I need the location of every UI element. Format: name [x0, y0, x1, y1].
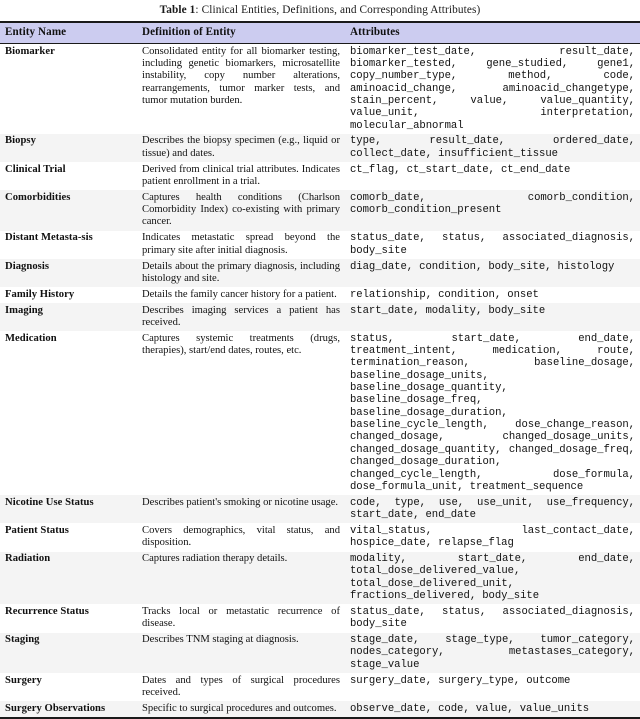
- clinical-entities-table: [0, 21, 640, 719]
- table-header-row: [0, 23, 640, 44]
- table-body: [0, 44, 640, 718]
- cell-definition: Details about the primary diagnosis, including histology and site.: [137, 259, 345, 287]
- cell-attributes: code, type, use, use_unit, use_frequency, start_date, end_date: [345, 495, 640, 523]
- cell-definition: Describes imaging services a patient has received.: [137, 303, 345, 331]
- cell-entity-name: Radiation: [0, 552, 137, 605]
- cell-attributes: type, result_date, ordered_date, collect_date, insufficient_tissue: [345, 134, 640, 162]
- cell-attributes: status, start_date, end_date, treatment_intent, medication, route, termination_reason, baseline_dosage, baseline_dosage_units, baseline_dosage_quantity, baseline_dosage_freq, baseline_dosage_duration, baseline_cycle_length, dose_change_reason, changed_dosage, changed_dosage_units, changed_dosage_quantity, changed_dosage_freq, changed_dosage_duration, changed_cycle_length, dose_formula, dose_formula_unit, treatment_sequence: [350, 332, 635, 493]
- cell-definition: Tracks local or metastatic recurrence of disease.: [142, 605, 340, 630]
- cell-attributes: biomarker_test_date, result_date, biomarker_tested, gene_studied, gene1, copy_number_type, method, code, aminoacid_change, aminoacid_changetype, stain_percent, value, value_quantity, value_unit, interpretation, molecular_abnormal: [350, 45, 635, 132]
- cell-entity-name: Medication: [5, 332, 57, 344]
- cell-attributes: stage_date, stage_type, tumor_category, nodes_category, metastases_category, stage_value: [345, 633, 640, 674]
- cell-definition: Consolidated entity for all biomarker testing, including genetic biomarkers, microsatellite instability, copy number alterations, rearrangements, tumor marker tests, and tumor mutation burden.: [142, 45, 340, 106]
- cell-attributes: relationship, condition, onset: [350, 288, 539, 301]
- cell-attributes: start_date, modality, body_site: [345, 303, 640, 331]
- cell-entity-name: Imaging: [0, 303, 137, 331]
- cell-entity-name: Distant Metasta-sis: [5, 232, 93, 244]
- cell-entity-name: Diagnosis: [0, 259, 137, 287]
- table-row: [0, 523, 640, 551]
- table-row: [0, 134, 640, 162]
- cell-entity-name: Comorbidities: [0, 190, 137, 231]
- cell-entity-name: Biopsy: [0, 134, 137, 162]
- column-header-entity-name: Entity Name: [0, 23, 137, 44]
- cell-attributes: status_date, status, associated_diagnosis, body_site: [350, 605, 635, 631]
- cell-definition: Describes the biopsy specimen (e.g., liquid or tissue) and dates.: [137, 134, 345, 162]
- table-row: [0, 162, 640, 190]
- cell-definition: Describes TNM staging at diagnosis.: [137, 633, 345, 674]
- cell-definition: Captures health conditions (Charlson Comorbidity Index) co-existing with primary cancer.: [137, 190, 345, 231]
- table-row: [0, 604, 640, 632]
- table-caption: [0, 0, 640, 21]
- cell-definition: Covers demographics, vital status, and disposition.: [142, 524, 340, 549]
- table-row: [0, 231, 640, 259]
- table-row: [0, 44, 640, 134]
- table-row: [0, 633, 640, 674]
- table-row: [0, 552, 640, 605]
- cell-attributes: diag_date, condition, body_site, histology: [345, 259, 640, 287]
- cell-entity-name: Surgery: [5, 674, 42, 686]
- caption-separator: :: [195, 4, 202, 16]
- cell-entity-name: Clinical Trial: [5, 163, 66, 175]
- cell-entity-name: Family History: [5, 288, 75, 300]
- table-row: [0, 303, 640, 331]
- cell-definition: Details the family cancer history for a patient.: [142, 288, 337, 300]
- cell-definition: Indicates metastatic spread beyond the primary site after initial diagnosis.: [142, 232, 340, 256]
- table-row: [0, 259, 640, 287]
- caption-label: Table 1: [159, 4, 196, 16]
- cell-attributes: comorb_date, comorb_condition, comorb_condition_present: [345, 190, 640, 231]
- table-row: [0, 673, 640, 701]
- cell-definition: Describes patient's smoking or nicotine usage.: [137, 495, 345, 523]
- cell-attributes: vital_status, last_contact_date, hospice_date, relapse_flag: [350, 524, 635, 550]
- cell-definition: Specific to surgical procedures and outcomes.: [137, 701, 345, 718]
- cell-entity-name: Surgery Observations: [0, 701, 137, 718]
- cell-entity-name: Biomarker: [5, 45, 55, 57]
- cell-definition: Captures systemic treatments (drugs, therapies), start/end dates, routes, etc.: [142, 332, 340, 357]
- table-row: [0, 287, 640, 303]
- table-head: [0, 22, 640, 44]
- column-header-definition: Definition of Entity: [137, 23, 345, 44]
- cell-entity-name: Nicotine Use Status: [0, 495, 137, 523]
- table-row: [0, 331, 640, 495]
- cell-entity-name: Staging: [0, 633, 137, 674]
- table-row: [0, 495, 640, 523]
- cell-entity-name: Patient Status: [5, 524, 69, 536]
- table-row: [0, 701, 640, 718]
- cell-definition: Derived from clinical trial attributes. Indicates patient enrollment in a trial.: [142, 163, 340, 187]
- cell-attributes: observe_date, code, value, value_units: [345, 701, 640, 718]
- cell-attributes: modality, start_date, end_date, total_dose_delivered_value, total_dose_delivered_unit, fractions_delivered, body_site: [345, 552, 640, 605]
- cell-definition: Dates and types of surgical procedures received.: [142, 674, 340, 698]
- cell-entity-name: Recurrence Status: [5, 605, 89, 617]
- column-header-attributes: Attributes: [345, 23, 640, 44]
- cell-attributes: surgery_date, surgery_type, outcome: [350, 674, 571, 687]
- caption-text: Clinical Entities, Definitions, and Corresponding Attributes): [201, 4, 481, 16]
- table-row: [0, 190, 640, 231]
- cell-attributes: status_date, status, associated_diagnosis, body_site: [350, 232, 635, 257]
- cell-attributes: ct_flag, ct_start_date, ct_end_date: [350, 163, 571, 176]
- cell-definition: Captures radiation therapy details.: [137, 552, 345, 605]
